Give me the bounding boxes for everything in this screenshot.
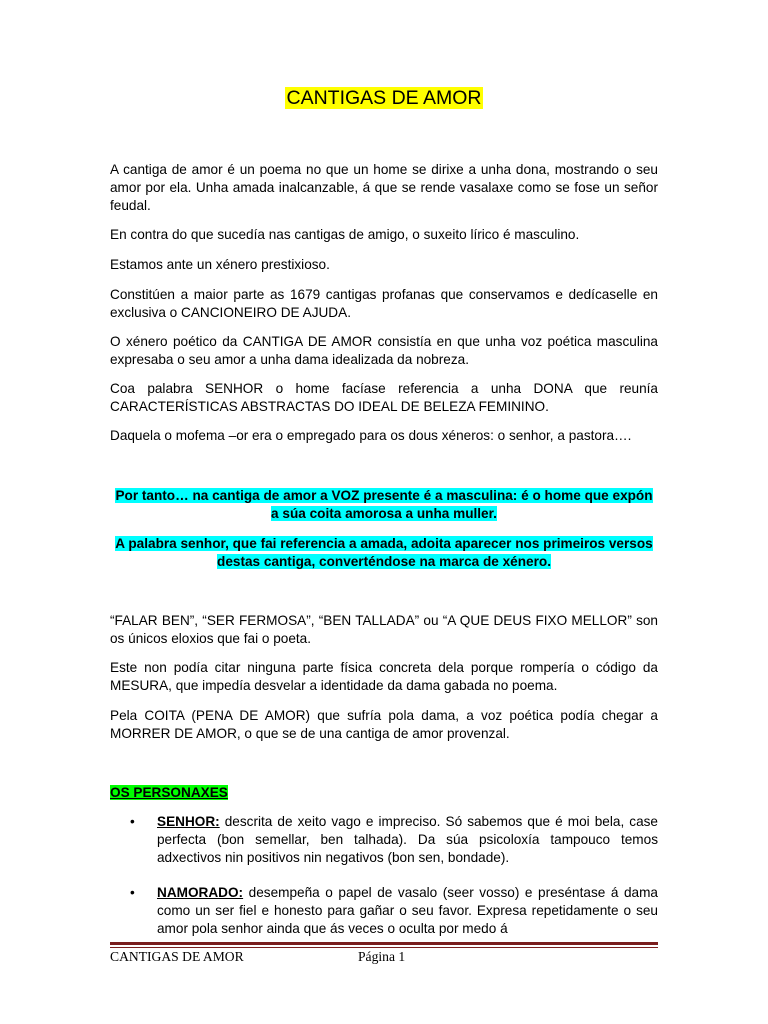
section-title-text: OS PERSONAXES xyxy=(110,785,228,800)
paragraph-coita: Pela COITA (PENA DE AMOR) que sufría pola dama, a voz poética podía chegar a MORRER DE AMOR, o que se de una cantiga de amor provenzal. xyxy=(110,708,658,741)
footer-title: CANTIGAS DE AMOR xyxy=(110,949,244,964)
paragraph-morpheme: Daquela o mofema –or era o empregado para os dous xéneros: o senhor, a pastora…. xyxy=(110,428,632,443)
highlight-voice-text: Por tanto… na cantiga de amor a VOZ presente é a masculina: é o home que expón a súa coita amorosa a unha muller. xyxy=(115,488,653,521)
footer-rule xyxy=(110,942,658,945)
highlight-senhor-mark-text: A palabra senhor, que fai referencia a amada, adoita aparecer nos primeiros versos destas cantiga, converténdose na marca de xénero. xyxy=(115,536,653,569)
list-item-term: NAMORADO: xyxy=(157,885,244,900)
list-item-namorado xyxy=(157,884,658,938)
list-item-text: descrita de xeito vago e impreciso. Só sabemos que é moi bela, case perfecta (bon semellar, ben talhada). Da súa psicoloxía tampouco temos adxectivos nin positivos nin negativos (bon sen, bondade). xyxy=(157,814,658,865)
list-item-text: desempeña o papel de vasalo (seer vosso) e preséntase á dama como un ser fiel e honesto para gañar o seu favor. Expresa repetidamente o seu amor pola senhor ainda que ás veces o oculta por medo á xyxy=(157,885,658,936)
list-item-term: SENHOR: xyxy=(157,814,220,829)
highlight-senhor-mark xyxy=(110,535,658,571)
list-item-senhor xyxy=(157,813,658,867)
section-title xyxy=(110,784,228,802)
paragraph-senhor: Coa palabra SENHOR o home facíase referencia a unha DONA que reunía CARACTERÍSTICAS ABSTRACTAS DO IDEAL DE BELEZA FEMININO. xyxy=(110,381,658,414)
page-title-text: CANTIGAS DE AMOR xyxy=(286,87,482,109)
paragraph-prestige: Estamos ante un xénero prestixioso. xyxy=(110,257,330,272)
paragraph-genre: O xénero poético da CANTIGA DE AMOR consistía en que unha voz poética masculina expresaba o seu amor a unha dama idealizada da nobreza. xyxy=(110,334,658,367)
paragraph-definition: A cantiga de amor é un poema no que un home se dirixe a unha dona, mostrando o seu amor por ela. Unha amada inalcanzable, á que se rende vasalaxe como se fose un señor feudal. xyxy=(110,162,658,213)
page-number: Página 1 xyxy=(358,949,406,964)
bullet-marker: • xyxy=(130,814,135,829)
paragraph-lyric-subject: En contra do que sucedía nas cantigas de amigo, o suxeito lírico é masculino. xyxy=(110,227,580,242)
paragraph-mesura: Este non podía citar ninguna parte física concreta dela porque rompería o código da MESURA, que impedía desvelar a identidade da dama gabada no poema. xyxy=(110,660,658,693)
highlight-voice xyxy=(110,487,658,523)
bullet-marker: • xyxy=(130,885,135,900)
paragraph-cancioneiro: Constitúen a maior parte as 1679 cantigas profanas que conservamos e dedícaselle en exclusiva o CANCIONEIRO DE AJUDA. xyxy=(110,287,658,320)
paragraph-praises: “FALAR BEN”, “SER FERMOSA”, “BEN TALLADA” ou “A QUE DEUS FIXO MELLOR” son os únicos eloxios que fai o poeta. xyxy=(110,613,658,646)
page-title xyxy=(0,87,768,110)
